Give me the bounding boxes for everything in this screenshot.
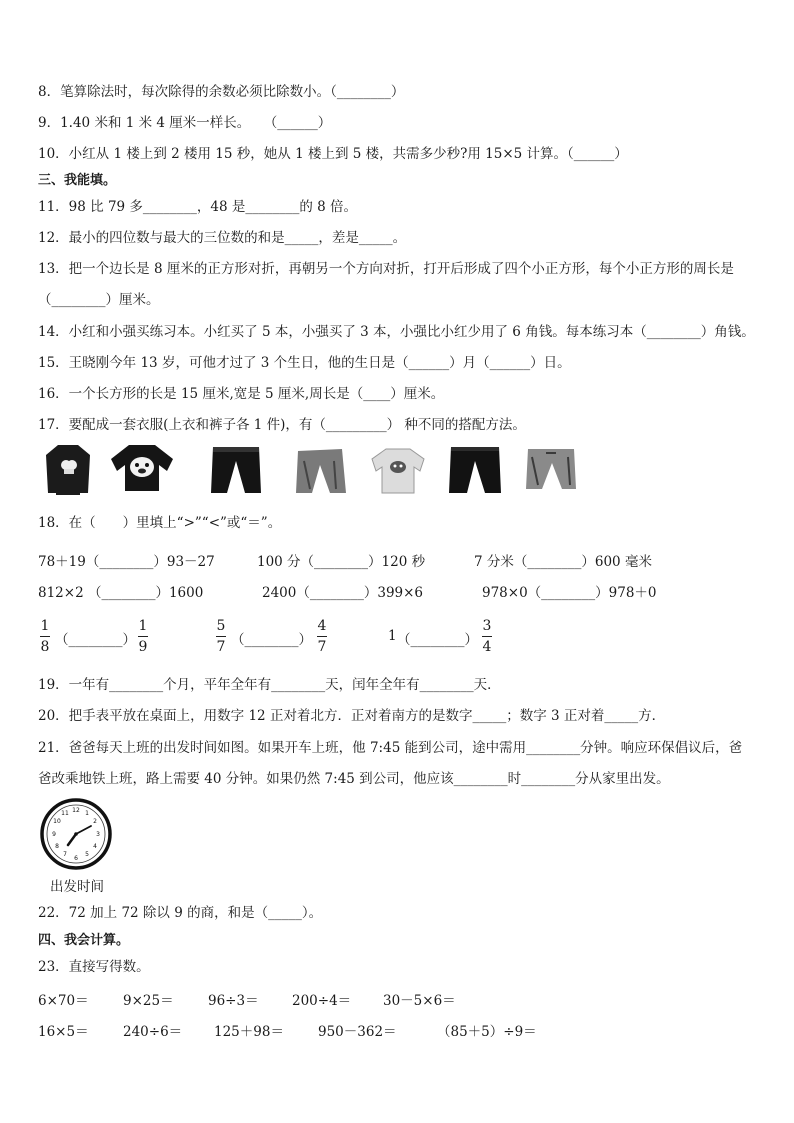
compare-item: 7 分米（________）600 毫米	[474, 554, 652, 570]
calc-item: 240÷6＝	[123, 1024, 183, 1040]
question-23: 23．直接写得数。	[38, 959, 150, 975]
compare-item: 2400（________）399×6	[262, 585, 424, 601]
question-10: 10．小红从 1 楼上到 2 楼用 15 秒，她从 1 楼上到 5 楼，共需多少秒?用 15×5 计算。（______）	[38, 146, 628, 162]
fraction: 4 7	[317, 618, 327, 655]
svg-text:5: 5	[85, 851, 89, 858]
pants-icon	[445, 441, 505, 499]
sweater-icon	[107, 441, 177, 499]
question-20: 20．把手表平放在桌面上，用数字 12 正对着北方．正对着南方的是数字_____；数字 3 正对着_____方．	[38, 708, 666, 724]
calc-item: 950－362＝	[318, 1024, 397, 1040]
calc-item: 125＋98＝	[214, 1024, 284, 1040]
calc-item: 30－5×6＝	[383, 993, 456, 1009]
compare-item: 978×0（________）978＋0	[482, 585, 657, 601]
fraction: 3 4	[482, 618, 492, 655]
section-heading-3: 三、我能填。	[38, 173, 117, 188]
pants-icon	[290, 441, 350, 499]
section-heading-4: 四、我会计算。	[38, 933, 130, 948]
pants-icon	[205, 441, 267, 499]
clock-icon	[40, 798, 112, 870]
fraction: 1 9	[138, 618, 148, 655]
pants-icon	[522, 441, 580, 499]
question-21-line2: 爸改乘地铁上班，路上需要 40 分钟。如果仍然 7:45 到公司，他应该________时________分从家里出发。	[38, 771, 670, 787]
question-15: 15．王晓刚今年 13 岁，可他才过了 3 个生日，他的生日是（______）月（______）日。	[38, 355, 571, 371]
svg-text:8: 8	[55, 843, 59, 850]
compare-value: 1	[388, 628, 397, 644]
question-14: 14．小红和小强买练习本。小红买了 5 本，小强买了 3 本，小强比小红少用了 6 角钱。每本练习本（________）角钱。	[38, 324, 755, 340]
question-18: 18．在（ ）里填上“>”“<”或“＝”。	[38, 515, 282, 531]
svg-text:10: 10	[53, 818, 61, 825]
clock-caption: 出发时间	[50, 879, 104, 895]
question-16: 16．一个长方形的长是 15 厘米,宽是 5 厘米,周长是（____）厘米。	[38, 386, 445, 402]
fraction: 1 8	[40, 618, 50, 655]
compare-blank: （________）	[55, 632, 136, 648]
question-17: 17．要配成一套衣服(上衣和裤子各 1 件)，有（_________） 种不同的搭配方法。	[38, 417, 526, 433]
svg-text:12: 12	[72, 807, 80, 814]
calc-item: （85＋5）÷9＝	[437, 1024, 537, 1040]
question-9: 9．1.40 米和 1 米 4 厘米一样长。 （______）	[38, 115, 332, 131]
svg-text:9: 9	[52, 831, 56, 838]
sweater-icon	[44, 441, 92, 499]
svg-text:7: 7	[63, 851, 67, 858]
question-11: 11．98 比 79 多________，48 是________的 8 倍。	[38, 199, 358, 215]
question-22: 22．72 加上 72 除以 9 的商，和是（_____）。	[38, 905, 323, 921]
compare-item: 812×2 （________）1600	[38, 585, 204, 601]
question-19: 19．一年有________个月，平年全年有________天，闰年全年有________天．	[38, 677, 501, 693]
svg-text:2: 2	[93, 818, 97, 825]
svg-text:3: 3	[96, 831, 100, 838]
svg-text:4: 4	[93, 843, 97, 850]
question-12: 12．最小的四位数与最大的三位数的和是_____，差是_____。	[38, 230, 407, 246]
calc-item: 96÷3＝	[208, 993, 259, 1009]
sweater-icon	[370, 441, 426, 499]
calc-item: 200÷4＝	[292, 993, 352, 1009]
compare-item: 78＋19（________）93－27	[38, 554, 215, 570]
question-13-line1: 13．把一个边长是 8 厘米的正方形对折，再朝另一个方向对折，打开后形成了四个小正方形，每个小正方形的周长是	[38, 261, 734, 277]
question-8: 8．笔算除法时，每次除得的余数必须比除数小。（________）	[38, 84, 405, 100]
compare-item: 100 分（________）120 秒	[257, 554, 426, 570]
question-21-line1: 21．爸爸每天上班的出发时间如图。如果开车上班，他 7:45 能到公司，途中需用________分钟。响应环保倡议后，爸	[38, 740, 743, 756]
question-13-line2: （________）厘米。	[38, 292, 160, 308]
svg-text:6: 6	[74, 855, 78, 862]
svg-text:1: 1	[85, 810, 89, 817]
calc-item: 9×25＝	[123, 993, 174, 1009]
svg-text:11: 11	[61, 810, 69, 817]
calc-item: 16×5＝	[38, 1024, 89, 1040]
compare-blank: （________）	[231, 632, 312, 648]
fraction: 5 7	[216, 618, 226, 655]
compare-blank: （________）	[397, 632, 478, 648]
calc-item: 6×70＝	[38, 993, 89, 1009]
